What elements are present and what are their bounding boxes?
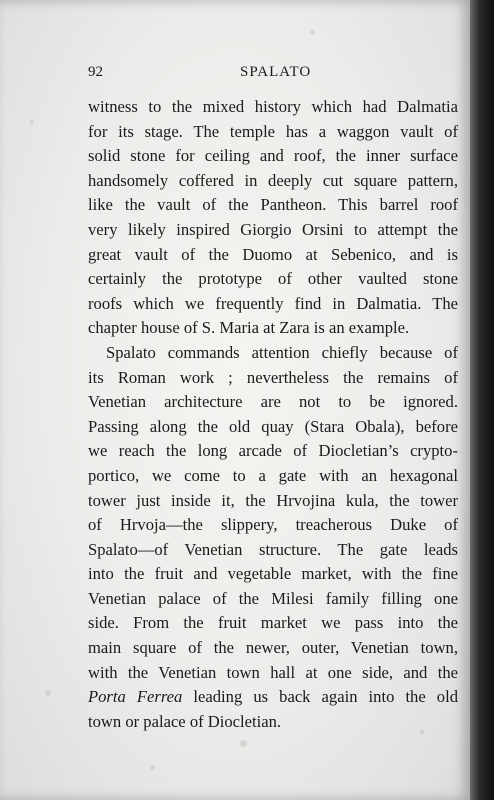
- page-number: 92: [88, 64, 103, 80]
- text-line: solid stone for ceiling and roof, the inner surface: [88, 146, 458, 166]
- text-line: witness to the mixed history which had Dalmatia: [88, 97, 458, 116]
- text-line: Spalato commands attention chiefly because of: [106, 342, 458, 362]
- text-line: into the fruit and vegetable market, with the fine: [88, 564, 458, 584]
- running-head: [88, 64, 458, 84]
- text-line: [88, 685, 458, 710]
- text-line: with the Venetian town hall at one side, and the: [88, 662, 458, 682]
- body-text: [88, 95, 458, 734]
- text-line: Venetian palace of the Milesi family filling one: [88, 588, 458, 608]
- italic-place-name: Porta Ferrea: [88, 687, 183, 707]
- text-line: Venetian architecture are not to be ignored.: [88, 392, 458, 412]
- text-line: its Roman work ; nevertheless the remains of: [88, 367, 458, 387]
- text-line: Passing along the old quay (Stara Obala), before: [88, 416, 458, 436]
- text-line: roofs which we frequently find in Dalmatia. The: [88, 293, 458, 313]
- text-line: handsomely coffered in deeply cut square pattern,: [88, 170, 458, 190]
- text-line: side. From the fruit market we pass into the: [88, 613, 458, 633]
- text-line: we reach the long arcade of Diocletian’s crypto-: [88, 441, 458, 461]
- running-title: SPALATO: [240, 64, 312, 80]
- paper-speck: [310, 30, 315, 35]
- paper-speck: [45, 690, 51, 696]
- text-line: great vault of the Duomo at Sebenico, and is: [88, 244, 458, 264]
- text-line: like the vault of the Pantheon. This barrel roof: [88, 195, 458, 215]
- text-fragment: leading us back again into the old: [182, 687, 458, 707]
- text-line: certainly the prototype of other vaulted stone: [88, 269, 458, 289]
- text-line: chapter house of S. Maria at Zara is an example.: [88, 318, 410, 338]
- text-line: of Hrvoja—the slippery, treacherous Duke of: [88, 515, 458, 535]
- book-spine-shadow: [470, 0, 494, 800]
- text-line: town or palace of Diocletian.: [88, 711, 282, 731]
- text-line: portico, we come to a gate with an hexagonal: [88, 465, 458, 485]
- text-line: Spalato—of Venetian structure. The gate leads: [88, 539, 458, 559]
- paragraph-2: [88, 341, 458, 735]
- text-line: very likely inspired Giorgio Orsini to attempt the: [88, 219, 458, 239]
- paragraph-1: [88, 95, 458, 341]
- text-line: tower just inside it, the Hrvojina kula, the tower: [88, 490, 458, 510]
- text-line: for its stage. The temple has a waggon vault of: [88, 121, 458, 141]
- paper-speck: [150, 765, 155, 770]
- text-line: main square of the newer, outer, Venetian town,: [88, 638, 458, 658]
- paper-speck: [240, 740, 247, 747]
- paper-speck: [30, 120, 34, 124]
